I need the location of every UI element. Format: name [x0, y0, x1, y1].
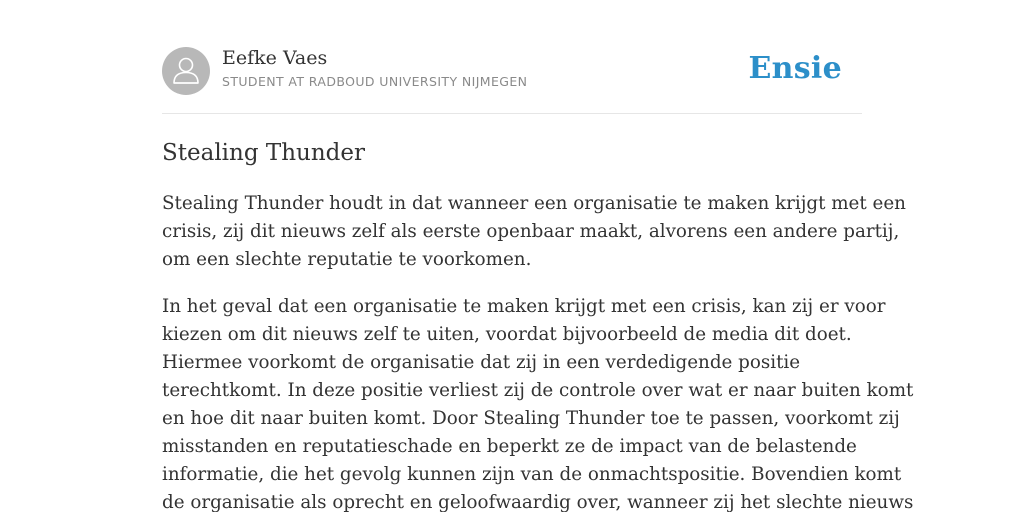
- author-name[interactable]: Eefke Vaes: [222, 47, 328, 69]
- author-avatar[interactable]: [162, 47, 210, 95]
- paragraph-line: misstanden en reputatieschade en beperkt ze de impact van de belastende: [162, 436, 857, 457]
- author-role: STUDENT AT RADBOUD UNIVERSITY NIJMEGEN: [222, 74, 528, 89]
- paragraph-line: crisis, zij dit nieuws zelf als eerste openbaar maakt, alvorens een andere partij,: [162, 221, 900, 242]
- article-paragraph: [162, 293, 914, 512]
- article-title: Stealing Thunder: [162, 140, 365, 166]
- article-container: [162, 0, 914, 512]
- user-icon: [162, 47, 210, 95]
- paragraph-line: de organisatie als oprecht en geloofwaardig over, wanneer zij het slechte nieuws: [162, 492, 914, 512]
- paragraph-line: In het geval dat een organisatie te maken krijgt met een crisis, kan zij er voor: [162, 296, 886, 317]
- paragraph-line: informatie, die het gevolg kunnen zijn van de onmachtspositie. Bovendien komt: [162, 464, 902, 485]
- author-header: [162, 0, 862, 114]
- ensie-logo[interactable]: Ensie: [748, 51, 842, 86]
- paragraph-line: Stealing Thunder houdt in dat wanneer een organisatie te maken krijgt met een: [162, 193, 906, 214]
- paragraph-line: kiezen om dit nieuws zelf te uiten, voordat bijvoorbeeld de media dit doet.: [162, 324, 852, 345]
- paragraph-line: om een slechte reputatie te voorkomen.: [162, 249, 532, 270]
- article-paragraph: [162, 190, 906, 274]
- paragraph-line: terechtkomt. In deze positie verliest zij de controle over wat er naar buiten komt: [162, 380, 914, 401]
- paragraph-line: en hoe dit naar buiten komt. Door Stealing Thunder toe te passen, voorkomt zij: [162, 408, 900, 429]
- paragraph-line: Hiermee voorkomt de organisatie dat zij in een verdedigende positie: [162, 352, 801, 373]
